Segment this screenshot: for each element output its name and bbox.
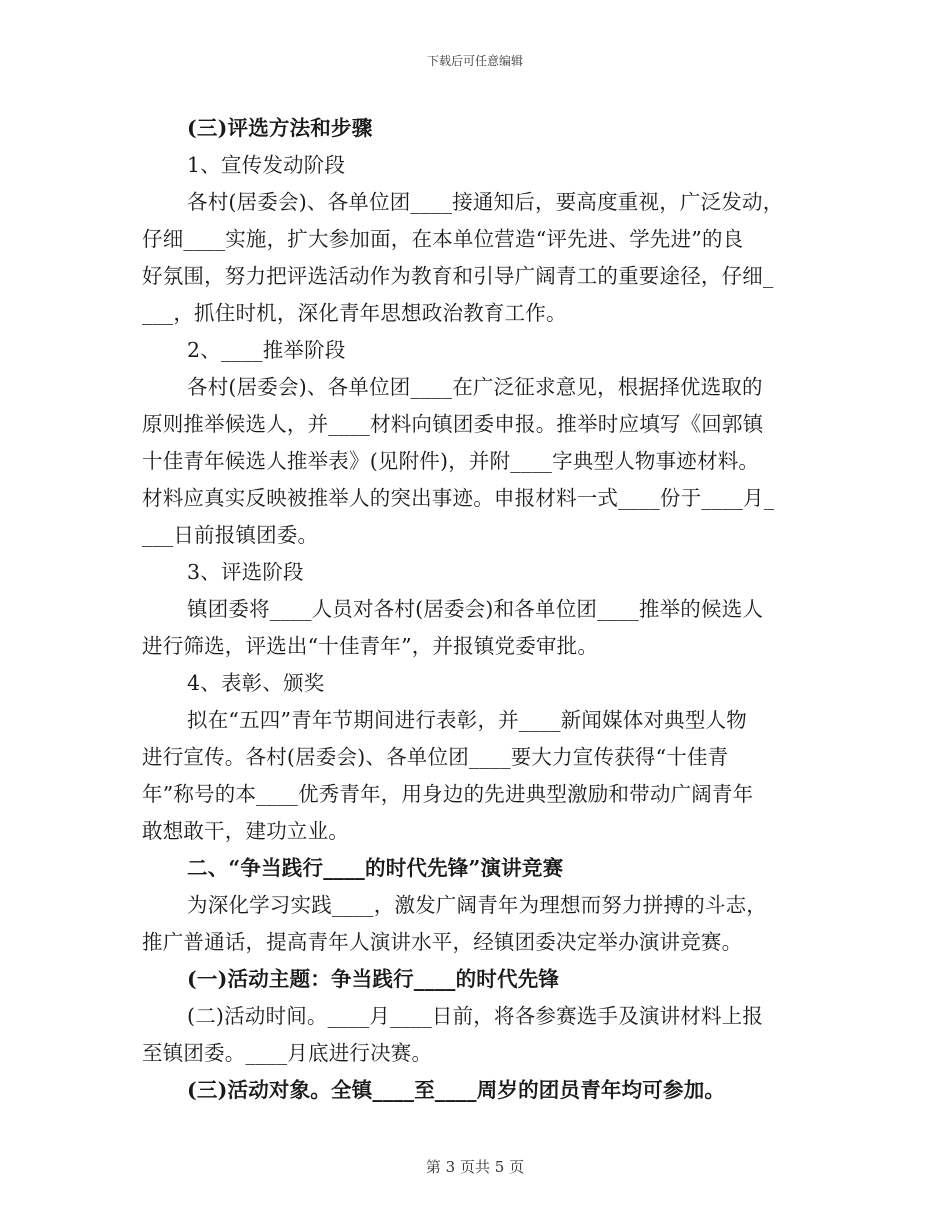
text-line: 材料应真实反映被推举人的突出事迹。申报材料一式____份于____月_ (142, 486, 775, 510)
text-line: 至镇团委。____月底进行决赛。 (142, 1041, 433, 1065)
text-line: 1、宣传发动阶段 (187, 153, 346, 177)
text-line: 好氛围，努力把评选活动作为教育和引导广阔青工的重要途径，仔细_ (142, 264, 774, 288)
text-line: 镇团委将____人员对各村(居委会)和各单位团____推举的候选人 (187, 597, 764, 621)
text-line: 进行筛选，评选出“十佳青年”，并报镇党委审批。 (142, 634, 599, 658)
text-line: (一)活动主题：争当践行____的时代先锋 (187, 967, 560, 991)
text-line: 二、“争当践行____的时代先锋”演讲竞赛 (187, 856, 564, 880)
text-line: 仔细____实施，扩大参加面，在本单位营造“评先进、学先进”的良 (142, 227, 744, 251)
text-line: ___，抓住时机，深化青年思想政治教育工作。 (142, 301, 567, 325)
text-line: 4、表彰、颁奖 (187, 671, 325, 695)
text-line: 为深化学习实践____，激发广阔青年为理想而努力拼搏的斗志， (187, 893, 767, 917)
text-line: 拟在“五四”青年节期间进行表彰，并____新闻媒体对典型人物 (187, 708, 747, 732)
text-line: 敢想敢干，建功立业。 (142, 819, 349, 843)
document-body (142, 110, 812, 1109)
page-footer: 第 3 页共 5 页 (425, 1158, 525, 1176)
text-line: 原则推举候选人，并____材料向镇团委申报。推举时应填写《回郭镇 (142, 412, 764, 436)
page-header: 下载后可任意编辑 (426, 54, 523, 68)
text-line: (二)活动时间。____月____日前，将各参赛选手及演讲材料上报 (187, 1004, 764, 1028)
text-line: 进行宣传。各村(居委会)、各单位团____要大力宣传获得“十佳青 (142, 745, 729, 769)
text-line: 年”称号的本____优秀青年，用身边的先进典型激励和带动广阔青年 (142, 782, 754, 806)
text-line: (三)活动对象。全镇____至____周岁的团员青年均可参加。 (187, 1078, 726, 1102)
text-line: (三)评选方法和步骤 (187, 116, 373, 140)
text-line: 推广普通话，提高青年人演讲水平，经镇团委决定举办演讲竞赛。 (142, 930, 743, 954)
text-line: 2、____推举阶段 (187, 338, 346, 362)
text-line: 各村(居委会)、各单位团____在广泛征求意见，根据择优选取的 (187, 375, 763, 399)
text-line: 各村(居委会)、各单位团____接通知后，要高度重视，广泛发动， (187, 190, 784, 214)
text-line: 十佳青年候选人推举表》(见附件)，并附____字典型人物事迹材料。 (142, 449, 760, 473)
text-line: 3、评选阶段 (187, 560, 304, 584)
text-line: ___日前报镇团委。 (142, 523, 319, 547)
